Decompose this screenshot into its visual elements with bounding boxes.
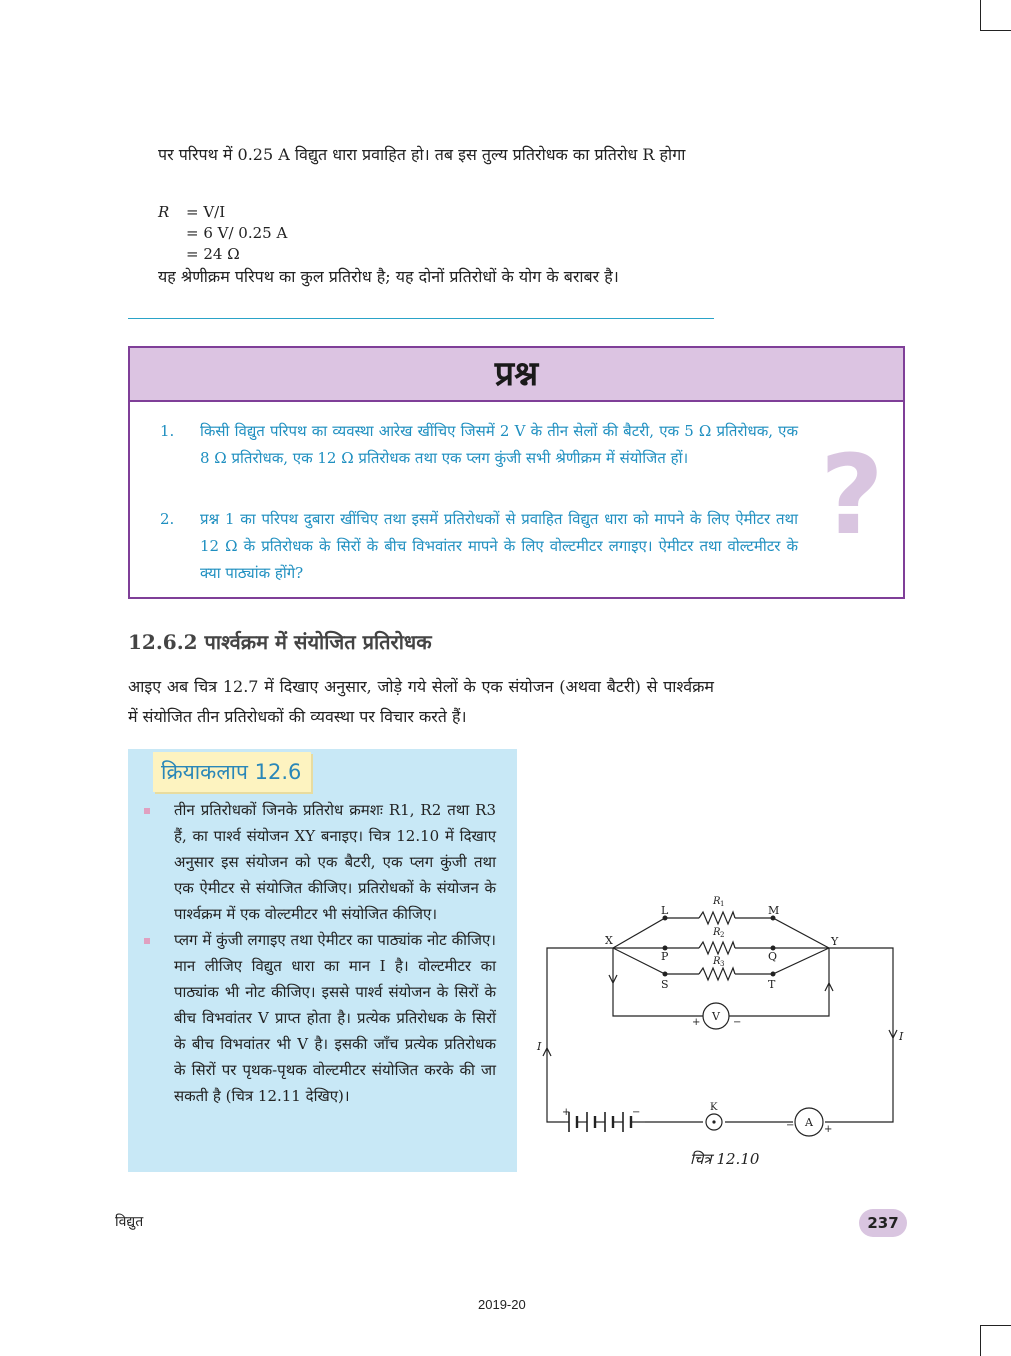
question-box-title: प्रश्न [130,348,903,402]
equation-line-1: = V/I [186,203,226,221]
question-box [128,346,905,599]
label-p: P [661,950,669,963]
question-number: 1. [160,422,175,440]
label-r1: R [713,896,721,907]
activity-item-text: प्लग में कुंजी लगाइए तथा ऐमीटर का पाठ्यांक नोट कीजिए। मान लीजिए विद्युत धारा का मान I है। वोल्टमीटर का पाठ्यांक भी नोट कीजिए। इससे पार्श्व संयोजन के सिरों के बीच विभवांतर V प्राप्त होता है। प्रत्येक प्रतिरोधक के सिरों के बीच विभवांतर भी V है। इसकी जाँच प्रत्येक प्रतिरोधक के सिरों पर पृथक-पृथक वोल्टमीटर संयोजित करके की जा सकती है (चित्र 12.11 देखिए)। [174,931,496,1105]
label-v-plus: + [692,1017,701,1028]
crop-mark-bottom-right [980,1325,1011,1356]
circuit-diagram [535,888,915,1148]
label-i-right: I [899,1030,904,1043]
label-l: L [661,904,669,917]
bullet-icon [144,938,150,944]
question-text: प्रश्न 1 का परिपथ दुबारा खींचिए तथा इसमें प्रतिरोधकों से प्रवाहित विद्युत धारा को मापने के लिए ऐमीटर तथा 12 Ω के प्रतिरोधक के सिरों के बीच विभवांतर मापने के लिए वोल्टमीटर लगाइए। ऐमीटर तथा वोल्टमीटर के क्या पाठ्यांक होंगे? [200,510,798,582]
equation-lhs: R [158,203,170,221]
footer-year: 2019-20 [478,1297,526,1312]
label-r3: R [713,956,721,967]
equation-block [158,202,287,265]
activity-list [144,797,496,1109]
voltmeter-wire-left [613,948,703,1016]
label-a: A [805,1116,813,1129]
crop-mark-top-right [980,0,1011,31]
resistor-r2 [699,942,735,954]
branch-top-right [735,918,829,948]
activity-title: क्रियाकलाप 12.6 [153,752,311,792]
section-paragraph: आइए अब चित्र 12.7 में दिखाए अनुसार, जोड़े गये सेलों के एक संयोजन (अथवा बैटरी) से पार्श्वक्रम में संयोजित तीन प्रतिरोधकों की व्यवस्था पर विचार करते हैं। [128,677,714,726]
label-battery-minus: − [632,1107,641,1118]
section-divider [128,318,714,319]
label-r1-sub: 1 [720,900,725,908]
voltmeter-wire-right [729,948,829,1016]
activity-item-text: तीन प्रतिरोधकों जिनके प्रतिरोध क्रमशः R1, R2 तथा R3 हैं, का पार्श्व संयोजन XY बनाइए। चित्र 12.10 में दिखाए अनुसार इस संयोजन को एक बैटरी, एक प्लग कुंजी तथा एक ऐमीटर से संयोजित कीजिए। प्रतिरोधकों के संयोजन के पार्श्वक्रम में एक वोल्टमीटर भी संयोजित कीजिए। [174,801,496,923]
outro-paragraph: यह श्रेणीक्रम परिपथ का कुल प्रतिरोध है; यह दोनों प्रतिरोधों के योग के बराबर है। [158,267,619,286]
label-x: X [605,934,613,947]
branch-bottom-left [613,948,699,974]
branch-bottom-right [735,948,829,974]
page-number: 237 [859,1209,907,1237]
question-mark-icon: ? [820,431,884,559]
wire-left [547,948,613,1122]
section-heading: 12.6.2 पार्श्वक्रम में संयोजित प्रतिरोधक [128,630,432,654]
label-k: K [710,1102,718,1113]
resistor-r3 [699,968,735,980]
equation-line-2: = 6 V/ 0.25 A [186,224,288,242]
question-number: 2. [160,510,175,528]
label-r3-sub: 3 [720,960,725,968]
activity-item [144,927,496,1109]
label-r2: R [713,927,721,938]
wire-right [825,948,893,1122]
label-v: V [712,1010,720,1023]
resistor-r1 [699,912,735,924]
label-v-minus: − [733,1017,742,1028]
label-a-minus: − [786,1120,795,1131]
plug-key-pin [712,1120,715,1123]
label-a-plus: + [824,1124,833,1135]
branch-top-left [613,918,699,948]
equation-line-3: = 24 Ω [186,245,240,263]
label-i-left: I [537,1040,542,1053]
node-t [771,972,776,977]
node-s [663,972,668,977]
activity-item [144,797,496,927]
label-q: Q [768,950,778,963]
footer-chapter: विद्युत [115,1214,144,1230]
label-s: S [661,978,669,991]
question-text: किसी विद्युत परिपथ का व्यवस्था आरेख खींचिए जिसमें 2 V के तीन सेलों की बैटरी, एक 5 Ω प्रतिरोधक, एक 8 Ω प्रतिरोधक, एक 12 Ω प्रतिरोधक तथा एक प्लग कुंजी सभी श्रेणीक्रम में संयोजित हों। [200,422,798,467]
figure-caption: चित्र 12.10 [690,1150,760,1168]
intro-paragraph: पर परिपथ में 0.25 A विद्युत धारा प्रवाहित हो। तब इस तुल्य प्रतिरोधक का प्रतिरोध R होगा [158,145,686,164]
bullet-icon [144,808,150,814]
label-battery-plus: + [562,1107,571,1118]
label-r2-sub: 2 [720,931,725,939]
activity-box [128,749,517,1172]
label-t: T [768,978,776,991]
label-y: Y [831,935,839,948]
label-m: M [768,904,780,917]
